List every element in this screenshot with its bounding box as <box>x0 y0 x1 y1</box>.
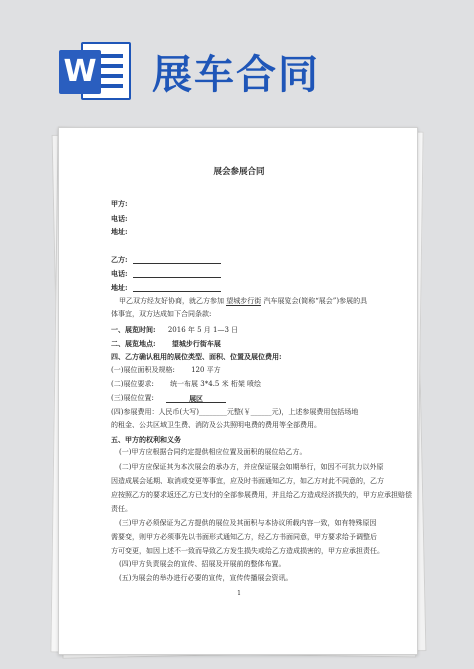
party-a-label: 甲方: <box>111 199 128 208</box>
party-a-address-label: 地址: <box>111 227 128 236</box>
section-1-value: 2016 年 5 月 1—3 日 <box>167 326 239 334</box>
party-a-phone-label: 电话: <box>111 214 128 223</box>
item-2-label: (二)展位要求: <box>111 380 154 388</box>
clause-2-line-4: 责任。 <box>111 505 132 513</box>
item-3-label: (三)展位位置: <box>111 394 154 402</box>
item-4-line-2: 的租金、公共区域卫生费、消防及公共照明电费的费用等全部费用。 <box>111 421 321 429</box>
party-b-underline <box>133 256 221 264</box>
clause-2-line-3: 应按照乙方的要求返还乙方已支付的全部参展费用，并且给乙方造成经济损失的，甲方应承担赔偿 <box>111 491 412 499</box>
section-2-value: 望城步行街车展 <box>171 339 221 348</box>
party-b-phone-underline <box>133 270 221 278</box>
clause-3-line-3: 方可变更，如因上述不一致而导致乙方发生损失或给乙方造成损害的，甲方应承担责任。 <box>111 547 384 555</box>
page-number: 1 <box>237 590 241 597</box>
item-1 <box>111 366 221 375</box>
clause-1: (一)甲方应根据合同约定提供相应位置及面积的展位给乙方。 <box>119 448 307 456</box>
intro-part-1: 甲乙双方经友好协商，就乙方参加 <box>119 297 224 305</box>
intro-text <box>119 297 367 306</box>
document-title: 展会参展合同 <box>213 167 265 177</box>
clause-5: (五)为展会的举办进行必要的宣传，宣传传播展会资讯。 <box>119 574 293 582</box>
section-5-heading: 五、甲方的权利和义务 <box>111 435 181 444</box>
section-1 <box>111 325 238 335</box>
party-b-address-label: 地址: <box>111 283 128 292</box>
item-2-value: 统一布展 3*4.5 米 桁架 喷绘 <box>170 380 262 388</box>
clause-4: (四)甲方负责展会的宣传、招展及开展前的整体布置。 <box>119 560 286 568</box>
party-b-address-underline <box>133 284 221 292</box>
item-3-value: 展区 <box>166 394 226 403</box>
word-icon <box>59 38 135 104</box>
item-2 <box>111 380 261 389</box>
clause-3-line-2: 需要变，则甲方必须事先以书面形式通知乙方，经乙方书面同意，甲方要求给予调整后 <box>111 533 377 541</box>
clause-3-line-1: (三)甲方必须保证为乙方提供的展位及其面积与本协议所载内容一致，如有特殊原因 <box>119 519 377 527</box>
section-1-label: 一、展览时间: <box>111 325 156 334</box>
item-4-line-1: (四)参展费用：人民币(大写)________元整(￥______元)，上述参展费用包括场地 <box>111 408 359 416</box>
item-3 <box>111 394 226 403</box>
clause-2-line-1: (二)甲方应保证其为本次展会的承办方，并应保证展会如期举行，如因不可抗力以外原 <box>119 463 384 471</box>
intro-part-2: 汽车展览会(简称“展会”)参展的具 <box>263 297 368 305</box>
party-b-label: 乙方: <box>111 255 128 264</box>
document-page <box>58 127 418 655</box>
intro-venue: 望城步行街 <box>226 297 262 305</box>
page-title: 展车合同 <box>152 52 320 98</box>
section-4-heading: 四、乙方确认租用的展位类型、面积、位置及展位费用: <box>111 352 282 361</box>
word-letter: W <box>59 50 101 94</box>
item-1-label: (一)展位面积及规格: <box>111 366 175 374</box>
intro-line-3: 体事宜，双方达成如下合同条款: <box>111 310 212 318</box>
section-2-label: 二、展览地点: <box>111 339 156 348</box>
section-2 <box>111 339 221 349</box>
header <box>0 0 474 122</box>
party-b-phone-label: 电话: <box>111 269 128 278</box>
item-1-value: 120 平方 <box>191 366 221 374</box>
clause-2-line-2: 因造成展会延期、取消或变更等事宜，应及时书面通知乙方，如乙方对此不同意的，乙方 <box>111 477 384 485</box>
